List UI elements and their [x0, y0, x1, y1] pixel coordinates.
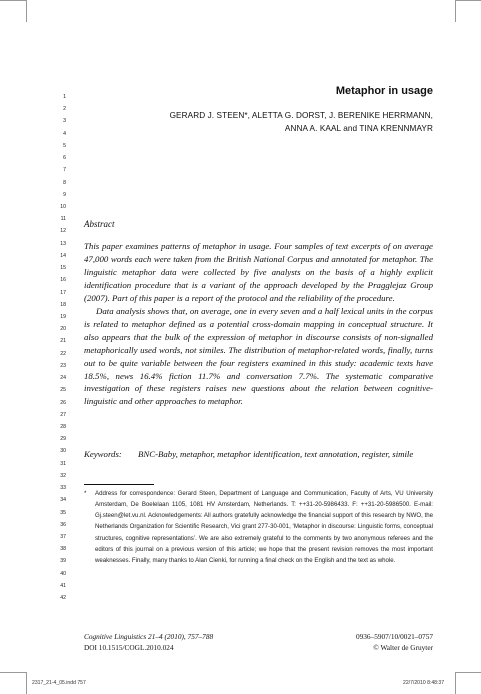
line-number: 38	[60, 546, 66, 553]
trim-rule-top-right	[455, 0, 481, 1]
slug-timestamp: 22/7/2010 8:48:37	[403, 680, 445, 686]
line-number: 20	[60, 326, 66, 333]
journal-doi: DOI 10.1515/COGL.2010.024	[84, 642, 174, 652]
line-number: 24	[60, 375, 66, 382]
journal-citation: Cognitive Linguistics 21–4 (2010), 757–788	[84, 632, 214, 641]
trim-rule-bottom-right-vertical	[455, 672, 456, 694]
line-number: 40	[60, 570, 66, 577]
slug-file: 2317_21-4_05.indd 757	[32, 680, 86, 686]
line-number: 27	[60, 411, 66, 418]
line-number: 2	[63, 106, 66, 113]
trim-rule-top-right-vertical	[455, 0, 456, 22]
line-number: 26	[60, 399, 66, 406]
author-line-2: ANNA A. KAAL and TINA KRENNMAYR	[284, 124, 433, 133]
line-number: 14	[60, 252, 66, 259]
trim-rule-bottom-right	[455, 672, 481, 673]
keywords-text: BNC-Baby, metaphor, metaphor identification, text annotation, register, simile	[138, 449, 414, 459]
line-number: 25	[60, 387, 66, 394]
line-number: 16	[60, 277, 66, 284]
journal-copyright: © Walter de Gruyter	[373, 642, 433, 652]
line-number: 11	[60, 216, 66, 223]
line-number: 23	[60, 362, 66, 369]
line-number: 8	[63, 179, 66, 186]
line-number: 12	[60, 228, 66, 235]
line-number: 30	[60, 448, 66, 455]
line-number: 10	[60, 204, 66, 210]
line-number: 3	[63, 118, 66, 125]
line-number: 39	[60, 558, 66, 565]
line-number: 29	[60, 436, 66, 443]
author-line-1: GERARD J. STEEN*, ALETTA G. DORST, J. BERENIKE HERRMANN,	[169, 111, 433, 120]
line-number: 28	[60, 423, 66, 430]
journal-info-right	[356, 632, 433, 653]
line-number: 42	[60, 595, 66, 601]
keywords-label: Keywords:	[84, 449, 122, 459]
line-number: 22	[60, 350, 66, 357]
article-title: Metaphor in usage	[335, 85, 433, 97]
author-list	[113, 109, 433, 135]
line-number: 18	[60, 301, 66, 308]
abstract-heading: Abstract	[84, 219, 115, 229]
line-number: 6	[63, 155, 66, 162]
line-number: 32	[60, 472, 66, 479]
line-number: 36	[60, 521, 66, 528]
line-number: 37	[60, 533, 66, 540]
line-number: 9	[63, 191, 66, 198]
footnote-rule	[84, 484, 154, 485]
line-number: 5	[63, 142, 66, 149]
line-number: 17	[60, 289, 66, 296]
line-number: 21	[60, 338, 66, 345]
journal-issn: 0936–5907/10/0021–0757	[355, 632, 433, 641]
line-number: 15	[60, 265, 66, 272]
line-number: 31	[60, 460, 66, 467]
footnote-text: Address for correspondence: Gerard Steen, Department of Language and Communication, Faculty of Arts, VU University Amsterdam, De Boelelaan 1105, 1081 HV Amsterdam, Netherlands. T: ++31-20-5986433. F: ++31-20-5986500. E-mail: Gj.steen@let.vu.nl. Acknowledgements: All authors gratefully acknowledge the financial support of this research by NWO, the Netherlands Organization for Scientific Research, Vici grant 277-30-001, ‘Metaphor in discourse: Linguistic forms, conceptual structures, cognitive representations’. We are also extremely grateful to the comments by two anonymous referees and the editors of this journal on a previous version of this article; we hope that the present revision removes the most important weaknesses. Finally, many thanks to Alan Cienki, for running a final check on the English and the text as whole.	[95, 490, 433, 564]
line-number: 7	[63, 167, 66, 174]
line-number: 19	[60, 314, 66, 320]
footnote	[84, 488, 433, 566]
line-number: 1	[63, 94, 66, 100]
line-number: 41	[60, 582, 66, 589]
abstract-body	[84, 240, 433, 408]
line-number: 34	[60, 497, 66, 504]
line-number: 35	[60, 509, 66, 516]
line-number: 33	[60, 485, 66, 491]
abstract-paragraph-1: This paper examines patterns of metaphor in usage. Four samples of text excerpts of on average 47,000 words each were taken from the British National Corpus and annotated for metaphor. The linguistic metaphor data were collected by five analysts on the basis of a highly explicit identification procedure that is a variant of the approach developed by the Pragglejaz Group (2007). Part of this paper is a report of the protocol and the reliability of the procedure.	[84, 241, 433, 303]
line-number: 13	[60, 240, 66, 247]
abstract-paragraph-2: Data analysis shows that, on average, one in every seven and a half lexical units in the corpus is related to metaphor defined as a potential cross-domain mapping in conceptual structure. It also appears that the bulk of the expression of metaphor in discourse consists of non-signalled metaphorically used words, not similes. The distribution of metaphor-related words, finally, turns out to be quite variable between the four registers examined in this study: academic texts have 18.5%, news 16.4% fiction 11.7% and conversation 7.7%. The systematic comparative investigation of these registers raises new questions about the relation between cognitive-linguistic and other approaches to metaphor.	[84, 305, 433, 407]
line-number: 4	[63, 130, 66, 137]
line-number-column	[0, 0, 70, 694]
footnote-mark: *	[84, 490, 87, 497]
journal-info-left	[84, 632, 213, 653]
